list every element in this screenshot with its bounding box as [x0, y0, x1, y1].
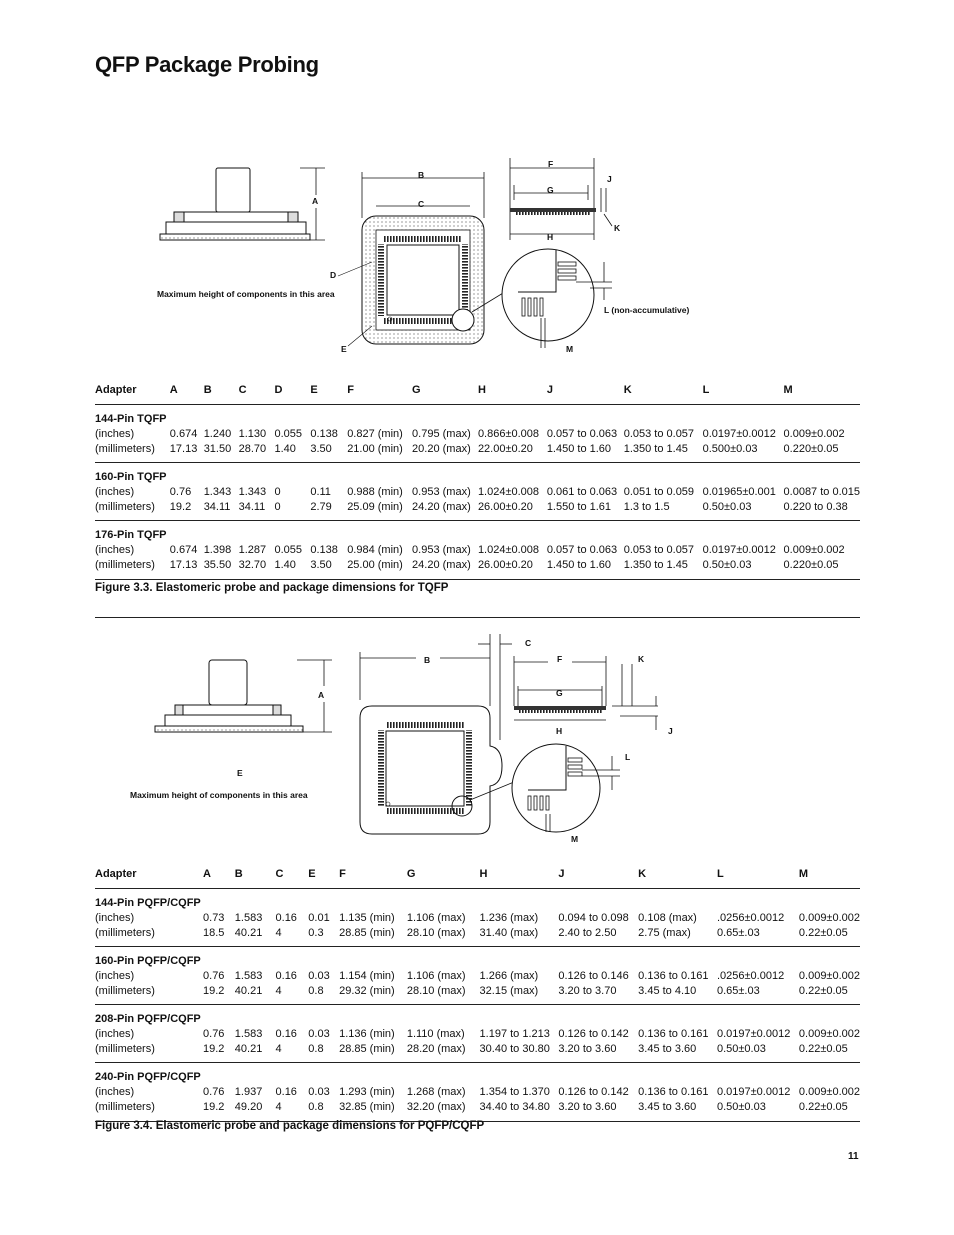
table-group-row	[95, 889, 860, 911]
col-header: G	[412, 384, 421, 396]
table-cell: 0.22±0.05	[798, 1101, 848, 1114]
col-header: D	[274, 384, 283, 396]
table-cell: 0.03	[308, 969, 330, 982]
table-cell: 0.73	[203, 911, 225, 924]
unit-label: (inches)	[95, 1027, 135, 1040]
table-cell: 0.01	[308, 911, 330, 924]
table-cell: 0.674	[169, 427, 198, 440]
table-row	[95, 426, 860, 442]
pqfp-dimension-table	[95, 868, 860, 1122]
table-cell: 1.350 to 1.45	[623, 559, 688, 572]
table-cell: 1.343	[238, 485, 267, 498]
col-header: A	[203, 868, 211, 880]
table-cell: 0.0197±0.0012	[702, 543, 776, 556]
table-cell: 19.2	[203, 1043, 225, 1056]
table-cell: 0.953 (max)	[412, 543, 471, 556]
table-cell: 1.135 (min)	[339, 911, 395, 924]
label-d: D	[330, 270, 337, 280]
table-cell: 0.220±0.05	[783, 443, 839, 456]
unit-label: (millimeters)	[95, 559, 155, 572]
label-j: J	[607, 174, 612, 184]
col-header: C	[275, 868, 284, 880]
label-l: L	[625, 752, 631, 762]
label-b: B	[424, 655, 431, 665]
table-cell: 1.154 (min)	[339, 969, 395, 982]
table-cell: 0.136 to 0.161	[638, 1027, 709, 1040]
table-cell: 0.8	[308, 1101, 324, 1114]
table-cell: 4	[275, 1043, 282, 1056]
table-cell: 40.21	[234, 1043, 263, 1056]
table-cell: 25.00 (min)	[347, 559, 403, 572]
col-header: A	[169, 384, 178, 396]
table-cell: 31.40 (max)	[479, 927, 539, 940]
table-cell: 0.50±0.03	[702, 559, 752, 572]
group-title: 208-Pin PQFP/CQFP	[95, 1012, 201, 1025]
table-cell: 2.79	[310, 501, 332, 514]
table-cell: 35.50	[203, 559, 232, 572]
table-cell: 28.20 (max)	[406, 1043, 466, 1056]
table-row	[95, 484, 860, 500]
table-cell: 1.024±0.008	[477, 543, 540, 556]
table-cell: 4	[275, 985, 282, 998]
col-header: F	[339, 868, 346, 880]
table-cell: 0.057 to 0.063	[546, 543, 618, 556]
table-cell: 0.061 to 0.063	[546, 485, 618, 498]
table-cell: 24.20 (max)	[412, 559, 471, 572]
table-cell: 0.76	[203, 1085, 225, 1098]
col-header: E	[310, 384, 318, 396]
table-cell: 0.03	[308, 1027, 330, 1040]
label-f: F	[548, 159, 554, 169]
table-cell: 0.009±0.002	[783, 427, 845, 440]
package-side-dimensions	[510, 158, 612, 240]
table-cell: 1.583	[234, 1027, 263, 1040]
table-cell: 0.76	[203, 1027, 225, 1040]
table-cell: 49.20	[234, 1101, 263, 1114]
table-cell: 0.138	[310, 543, 338, 556]
table-cell: 1.40	[274, 559, 296, 572]
table-cell: 18.5	[203, 927, 225, 940]
table-cell: 0.8	[308, 1043, 324, 1056]
section-divider	[95, 617, 860, 618]
unit-label: (inches)	[95, 427, 135, 440]
table-cell: 28.85 (min)	[339, 927, 395, 940]
table-cell: 34.11	[238, 501, 266, 514]
group-title: 160-Pin TQFP	[95, 470, 167, 483]
table-cell: 21.00 (min)	[347, 443, 403, 456]
table-cell: 20.20 (max)	[412, 443, 471, 456]
max-height-note: Maximum height of components in this area	[130, 790, 308, 800]
table-cell: 2.40 to 2.50	[558, 927, 617, 940]
table-group-row	[95, 1063, 860, 1085]
table-cell: 0.126 to 0.142	[558, 1027, 629, 1040]
table-cell: 17.13	[169, 443, 198, 456]
col-header: B	[234, 868, 243, 880]
max-height-note: Maximum height of components in this area	[157, 289, 335, 299]
table-cell: 0.03	[308, 1085, 330, 1098]
table-cell: 32.20 (max)	[406, 1101, 466, 1114]
unit-label: (inches)	[95, 1085, 135, 1098]
unit-label: (millimeters)	[95, 1043, 155, 1056]
label-c: C	[525, 638, 532, 648]
table-group-row	[95, 405, 860, 427]
group-title: 144-Pin PQFP/CQFP	[95, 896, 201, 909]
package-side-dimensions	[514, 656, 658, 730]
group-title: 176-Pin TQFP	[95, 528, 167, 541]
table-cell: 0.009±0.002	[798, 1085, 860, 1098]
col-header: L	[702, 384, 710, 396]
table-cell: 0.0197±0.0012	[716, 1027, 791, 1040]
table-cell: 0.988 (min)	[347, 485, 403, 498]
table-cell: 0.795 (max)	[412, 427, 471, 440]
unit-label: (millimeters)	[95, 1101, 155, 1114]
table-cell: 0.65±.03	[716, 927, 760, 940]
label-b: B	[418, 170, 425, 180]
unit-label: (millimeters)	[95, 985, 155, 998]
group-title: 144-Pin TQFP	[95, 412, 167, 425]
table-cell: 34.40 to 34.80	[479, 1101, 550, 1114]
table-cell: 3.45 to 4.10	[638, 985, 697, 998]
table-cell: 2.75 (max)	[638, 927, 691, 940]
col-header: F	[347, 384, 354, 396]
table-cell: 32.15 (max)	[479, 985, 539, 998]
table-cell: 28.10 (max)	[406, 985, 466, 998]
unit-label: (inches)	[95, 969, 135, 982]
table-cell: 0.108 (max)	[638, 911, 697, 924]
table-row	[95, 1084, 860, 1100]
table-cell: 0.055	[274, 543, 302, 556]
table-cell: 0.16	[275, 911, 297, 924]
unit-label: (millimeters)	[95, 501, 155, 514]
table-cell: 0.053 to 0.057	[623, 427, 695, 440]
table-cell: 1.197 to 1.213	[479, 1027, 550, 1040]
col-header: M	[798, 868, 809, 880]
table-cell: 1.450 to 1.60	[546, 559, 612, 572]
table-cell: 1.550 to 1.61	[546, 501, 612, 514]
table-cell: 40.21	[234, 927, 263, 940]
table-cell: 0.8	[308, 985, 324, 998]
dimension-a	[297, 660, 332, 732]
table-row	[95, 910, 860, 926]
table-cell: 0.0197±0.0012	[716, 1085, 791, 1098]
table-cell: 0.220 to 0.38	[783, 501, 848, 514]
table-cell: 0.009±0.002	[798, 911, 860, 924]
table-row	[95, 984, 860, 1005]
table-cell: 30.40 to 30.80	[479, 1043, 550, 1056]
table-cell: 0.138	[310, 427, 338, 440]
table-cell: 40.21	[234, 985, 263, 998]
table-cell: 31.50	[203, 443, 232, 456]
table-cell: 26.00±0.20	[477, 501, 533, 514]
table-cell: 1.110 (max)	[406, 1027, 465, 1040]
page-title: QFP Package Probing	[95, 52, 319, 77]
table-cell: 3.20 to 3.60	[558, 1043, 617, 1056]
label-a: A	[312, 196, 319, 206]
col-header: E	[308, 868, 316, 880]
table-cell: 0.01965±0.001	[702, 485, 776, 498]
table-cell: 0.0087 to 0.015	[783, 485, 860, 498]
table-cell: 1.130	[238, 427, 267, 440]
table-cell: 19.2	[203, 985, 225, 998]
group-title: 240-Pin PQFP/CQFP	[95, 1070, 201, 1083]
table-cell: 3.50	[310, 443, 332, 456]
table-cell: 3.20 to 3.70	[558, 985, 617, 998]
table-cell: 1.937	[234, 1085, 263, 1098]
table-cell: 0.827 (min)	[347, 427, 403, 440]
col-header: J	[558, 868, 565, 880]
table-cell: 0.053 to 0.057	[623, 543, 695, 556]
table-row	[95, 1042, 860, 1063]
table-cell: 1.287	[238, 543, 267, 556]
label-j: J	[668, 726, 673, 736]
table-cell: 0.22±0.05	[798, 985, 848, 998]
table-cell: 0.220±0.05	[783, 559, 839, 572]
col-header: B	[203, 384, 212, 396]
table-cell: 1.024±0.008	[477, 485, 540, 498]
unit-label: (millimeters)	[95, 927, 155, 940]
table-cell: 22.00±0.20	[477, 443, 533, 456]
table-cell: 3.50	[310, 559, 332, 572]
table-cell: 1.350 to 1.45	[623, 443, 688, 456]
table-row	[95, 968, 860, 984]
table-cell: 3.45 to 3.60	[638, 1101, 697, 1114]
table-cell: 1.268 (max)	[406, 1085, 466, 1098]
table-cell: 0.16	[275, 1027, 297, 1040]
col-header: J	[546, 384, 553, 396]
unit-label: (inches)	[95, 543, 135, 556]
figure-3-3-caption: Figure 3.3. Elastomeric probe and package dimensions for TQFP	[95, 582, 449, 594]
unit-label: (millimeters)	[95, 443, 155, 456]
col-header: K	[623, 384, 632, 396]
pqfp-top-view	[360, 706, 502, 834]
table-cell: 1.240	[203, 427, 232, 440]
table-cell: 26.00±0.20	[477, 559, 533, 572]
table-cell: 0.136 to 0.161	[638, 1085, 709, 1098]
table-cell: 0.866±0.008	[477, 427, 540, 440]
table-cell: 34.11	[203, 501, 231, 514]
table-cell: 32.70	[238, 559, 267, 572]
table-cell: 0.136 to 0.161	[638, 969, 709, 982]
table-cell: 1.40	[274, 443, 296, 456]
figure-3-4-caption: Figure 3.4. Elastomeric probe and package dimensions for PQFP/CQFP	[95, 1120, 485, 1132]
table-cell: 0.674	[169, 543, 198, 556]
label-h: H	[556, 726, 563, 736]
table-cell: 4	[275, 1101, 282, 1114]
table-cell: 0.009±0.002	[798, 1027, 860, 1040]
table-cell: 25.09 (min)	[347, 501, 403, 514]
label-m: M	[571, 834, 579, 844]
col-header: Adapter	[95, 868, 137, 880]
col-header: Adapter	[95, 384, 137, 396]
label-e: E	[237, 768, 243, 778]
col-header: M	[783, 384, 793, 396]
table-header-row	[95, 384, 860, 405]
table-cell: 0.11	[310, 485, 331, 498]
table-cell: 1.343	[203, 485, 232, 498]
table-cell: 32.85 (min)	[339, 1101, 395, 1114]
table-cell: 3.45 to 3.60	[638, 1043, 697, 1056]
col-header: L	[716, 868, 724, 880]
probe-side-view	[155, 660, 303, 732]
table-cell: 0.76	[203, 969, 225, 982]
table-cell: 1.236 (max)	[479, 911, 539, 924]
table-cell: 0.50±0.03	[716, 1101, 766, 1114]
table-cell: 1.266 (max)	[479, 969, 539, 982]
table-cell: 0.126 to 0.146	[558, 969, 629, 982]
col-header: K	[638, 868, 647, 880]
table-cell: 0	[274, 485, 281, 498]
tqfp-probe-diagram	[150, 150, 730, 365]
table-row	[95, 500, 860, 521]
table-cell: 0.984 (min)	[347, 543, 403, 556]
label-h: H	[547, 232, 554, 242]
table-row	[95, 558, 860, 580]
table-header-row	[95, 868, 860, 889]
table-cell: 1.583	[234, 969, 263, 982]
label-g: G	[547, 185, 554, 195]
table-cell: 0.009±0.002	[798, 969, 860, 982]
table-cell: 0.055	[274, 427, 302, 440]
table-cell: 0.50±0.03	[702, 501, 752, 514]
table-cell: 0.50±0.03	[716, 1043, 766, 1056]
table-cell: .0256±0.0012	[716, 911, 785, 924]
label-f: F	[557, 654, 563, 664]
table-cell: 0.16	[275, 1085, 297, 1098]
table-cell: 19.2	[203, 1101, 225, 1114]
table-cell: 0.0197±0.0012	[702, 427, 776, 440]
table-cell: 24.20 (max)	[412, 501, 471, 514]
table-cell: 1.106 (max)	[406, 911, 466, 924]
pqfp-probe-diagram	[120, 628, 720, 853]
table-cell: 1.3 to 1.5	[623, 501, 670, 514]
table-row	[95, 542, 860, 558]
label-m: M	[566, 344, 574, 354]
table-cell: 0.16	[275, 969, 297, 982]
table-group-row	[95, 1005, 860, 1027]
page-number: 11	[848, 1151, 859, 1162]
table-cell: 0.953 (max)	[412, 485, 471, 498]
label-k: K	[638, 654, 645, 664]
label-c: C	[418, 199, 425, 209]
col-header: H	[477, 384, 486, 396]
table-cell: 1.583	[234, 911, 263, 924]
table-cell: 0.22±0.05	[798, 1043, 848, 1056]
table-cell: 0.500±0.03	[702, 443, 758, 456]
unit-label: (inches)	[95, 911, 135, 924]
label-a: A	[318, 690, 325, 700]
label-k: K	[614, 223, 621, 233]
table-cell: .0256±0.0012	[716, 969, 785, 982]
table-cell: 3.20 to 3.60	[558, 1101, 617, 1114]
magnified-corner-view	[472, 249, 612, 348]
group-title: 160-Pin PQFP/CQFP	[95, 954, 201, 967]
tqfp-dimension-table	[95, 384, 860, 580]
label-e: E	[341, 344, 347, 354]
tqfp-top-view	[362, 216, 484, 344]
label-l: L (non-accumulative)	[604, 305, 690, 315]
table-row	[95, 442, 860, 463]
table-cell: 28.70	[238, 443, 267, 456]
table-cell: 0.65±.03	[716, 985, 760, 998]
table-cell: 1.398	[203, 543, 232, 556]
label-g: G	[556, 688, 563, 698]
table-group-row	[95, 947, 860, 969]
table-cell: 19.2	[169, 501, 192, 514]
table-cell: 17.13	[169, 559, 198, 572]
col-header: G	[406, 868, 416, 880]
table-cell: 1.136 (min)	[339, 1027, 395, 1040]
table-cell: 29.32 (min)	[339, 985, 395, 998]
table-cell: 0.3	[308, 927, 324, 940]
table-cell: 0.126 to 0.142	[558, 1085, 629, 1098]
table-cell: 4	[275, 927, 282, 940]
table-cell: 28.85 (min)	[339, 1043, 395, 1056]
table-cell: 1.106 (max)	[406, 969, 466, 982]
col-header: H	[479, 868, 488, 880]
table-cell: 0	[274, 501, 281, 514]
table-row	[95, 1026, 860, 1042]
probe-side-view	[160, 168, 310, 240]
table-cell: 0.094 to 0.098	[558, 911, 629, 924]
table-cell: 0.057 to 0.063	[546, 427, 618, 440]
table-cell: 1.354 to 1.370	[479, 1085, 550, 1098]
unit-label: (inches)	[95, 485, 135, 498]
table-cell: 0.76	[169, 485, 192, 498]
col-header: C	[238, 384, 247, 396]
table-row	[95, 926, 860, 947]
table-cell: 0.051 to 0.059	[623, 485, 695, 498]
table-row	[95, 1100, 860, 1122]
table-group-row	[95, 463, 860, 485]
table-cell: 1.450 to 1.60	[546, 443, 612, 456]
table-cell: 0.009±0.002	[783, 543, 845, 556]
table-group-row	[95, 521, 860, 543]
table-cell: 0.22±0.05	[798, 927, 848, 940]
table-cell: 28.10 (max)	[406, 927, 466, 940]
table-cell: 1.293 (min)	[339, 1085, 395, 1098]
